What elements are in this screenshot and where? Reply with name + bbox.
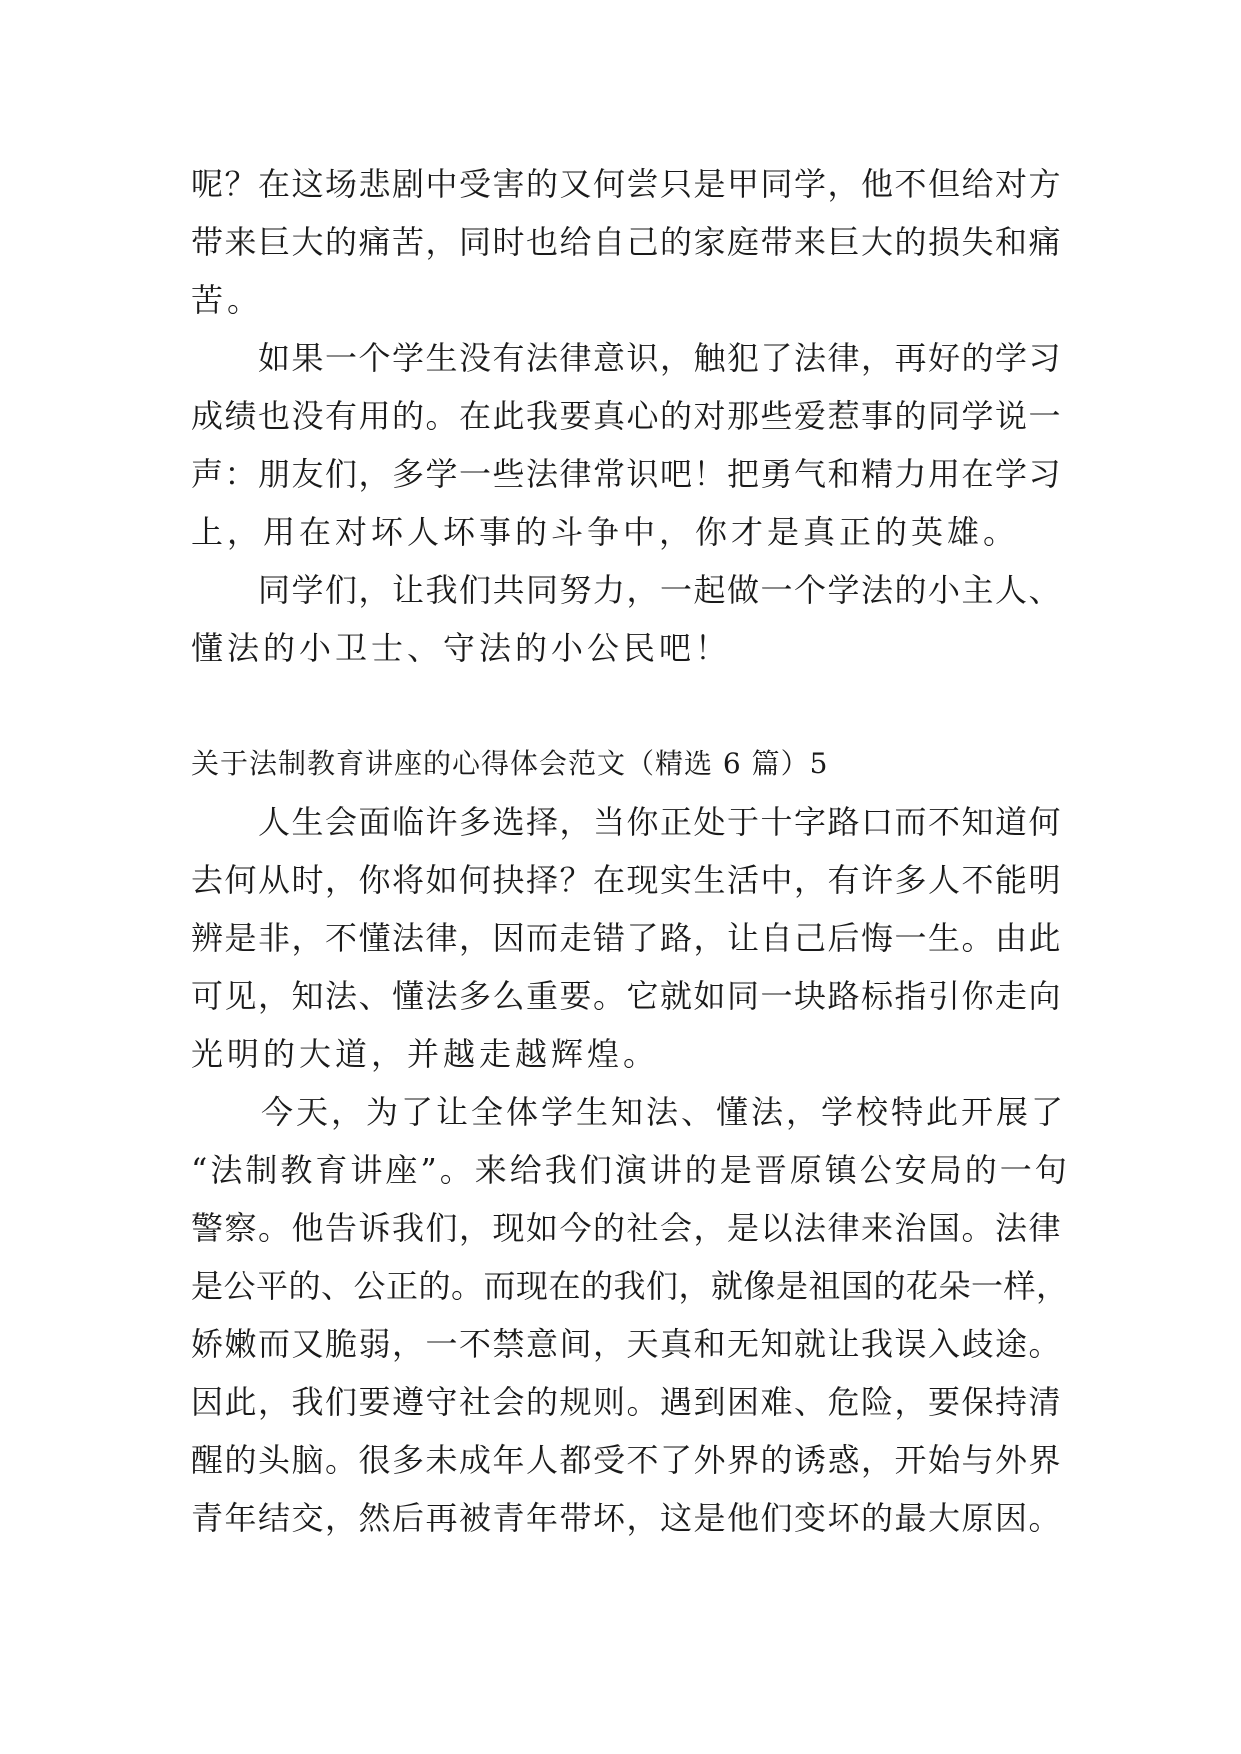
text-line: 可见，知法、懂法多么重要。它就如同一块路标指引你走向 xyxy=(191,977,1063,1015)
text-line: 娇嫩而又脆弱，一不禁意间，天真和无知就让我误入歧途。 xyxy=(191,1325,1063,1363)
text-line: 醒的头脑。很多未成年人都受不了外界的诱惑，开始与外界 xyxy=(191,1441,1063,1479)
text-line: 同学们，让我们共同努力，一起做一个学法的小主人、 xyxy=(191,571,1063,609)
text-line: 呢？在这场悲剧中受害的又何尝只是甲同学，他不但给对方 xyxy=(191,165,1063,203)
text-line: 成绩也没有用的。在此我要真心的对那些爱惹事的同学说一 xyxy=(191,397,1063,435)
text-line: 如果一个学生没有法律意识，触犯了法律，再好的学习 xyxy=(191,339,1063,377)
text-line: 青年结交，然后再被青年带坏，这是他们变坏的最大原因。 xyxy=(191,1499,1063,1537)
text-line: “法制教育讲座”。来给我们演讲的是晋原镇公安局的一句 xyxy=(191,1151,1070,1189)
text-line: 因此，我们要遵守社会的规则。遇到困难、危险，要保持清 xyxy=(191,1383,1063,1421)
text-line: 声：朋友们，多学一些法律常识吧！把勇气和精力用在学习 xyxy=(191,455,1063,493)
section-heading: 关于法制教育讲座的心得体会范文（精选 6 篇）5 xyxy=(191,747,829,780)
text-line: 带来巨大的痛苦，同时也给自己的家庭带来巨大的损失和痛 xyxy=(191,223,1063,261)
text-line: 光明的大道，并越走越辉煌。 xyxy=(191,1035,660,1073)
text-line: 苦。 xyxy=(191,281,264,319)
text-line: 是公平的、公正的。而现在的我们，就像是祖国的花朵一样， xyxy=(191,1267,1069,1305)
text-line: 上，用在对坏人坏事的斗争中，你才是真正的英雄。 xyxy=(191,513,1020,551)
text-line: 懂法的小卫士、守法的小公民吧！ xyxy=(191,629,732,667)
text-line: 警察。他告诉我们，现如今的社会，是以法律来治国。法律 xyxy=(191,1209,1063,1247)
text-line: 今天，为了让全体学生知法、懂法，学校特此开展了 xyxy=(191,1093,1067,1131)
text-line: 人生会面临许多选择，当你正处于十字路口而不知道何 xyxy=(191,803,1063,841)
text-line: 辨是非，不懂法律，因而走错了路，让自己后悔一生。由此 xyxy=(191,919,1063,957)
text-line: 去何从时，你将如何抉择？在现实生活中，有许多人不能明 xyxy=(191,861,1063,899)
